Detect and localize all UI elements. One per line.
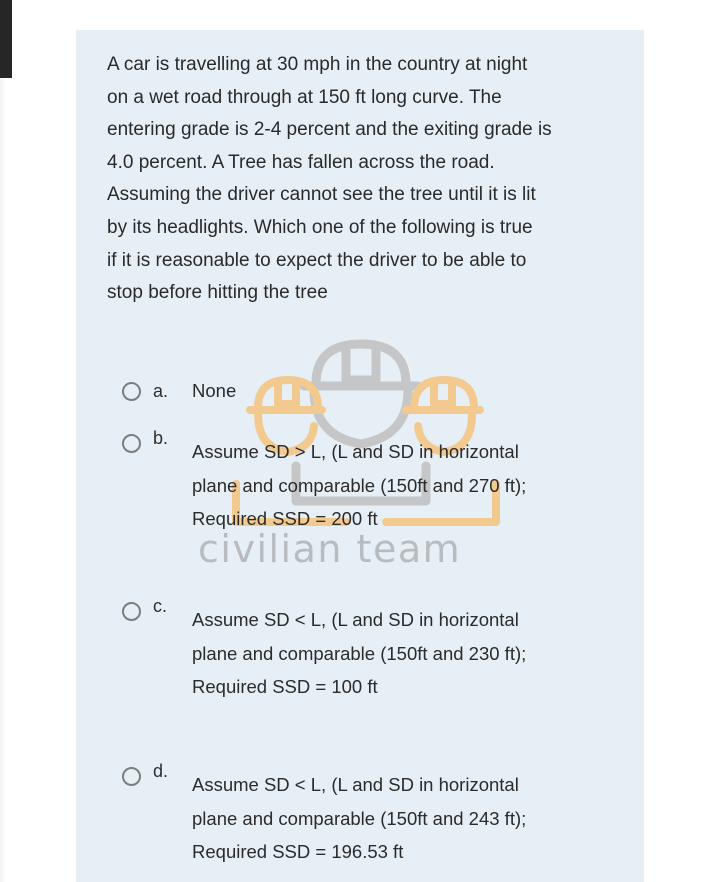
question-line: stop before hitting the tree — [107, 282, 328, 304]
option-text — [192, 435, 526, 536]
question-line: by its headlights. Which one of the following is true — [107, 216, 533, 238]
watermark-text: civilian team — [198, 527, 462, 571]
option-line: plane and comparable (150ft and 243 ft); — [192, 807, 527, 829]
radio-button[interactable] — [122, 434, 141, 453]
option-line: Required SSD = 196.53 ft — [192, 841, 404, 862]
radio-button[interactable] — [122, 382, 141, 401]
option-text — [192, 768, 526, 869]
question-line: Assuming the driver cannot see the tree until it is lit — [107, 184, 536, 206]
option-letter: c. — [153, 596, 168, 616]
option-line: None — [192, 380, 237, 401]
screen-edge-dark — [0, 0, 12, 78]
question-line: on a wet road through at 150 ft long curve. The — [107, 86, 502, 108]
option-letter: a. — [153, 381, 169, 401]
option-text — [192, 603, 526, 704]
radio-button[interactable] — [122, 602, 141, 621]
option-line: plane and comparable (150ft and 270 ft); — [192, 474, 527, 496]
screen-edge — [0, 0, 6, 882]
option-text — [192, 374, 236, 408]
question-text — [107, 49, 617, 310]
question-line: entering grade is 2-4 percent and the exiting grade is — [107, 119, 552, 141]
option-letter: d. — [153, 761, 169, 781]
question-line: A car is travelling at 30 mph in the country at night — [107, 54, 528, 75]
option-line: Assume SD > L, (L and SD in horizontal — [192, 441, 519, 462]
option-line: Assume SD < L, (L and SD in horizontal — [192, 774, 519, 795]
option-line: Required SSD = 200 ft — [192, 508, 378, 529]
question-line: 4.0 percent. A Tree has fallen across the road. — [107, 151, 495, 173]
radio-button[interactable] — [122, 767, 141, 786]
option-line: Required SSD = 100 ft — [192, 676, 378, 697]
question-line: if it is reasonable to expect the driver to be able to — [107, 249, 527, 271]
option-line: Assume SD < L, (L and SD in horizontal — [192, 609, 519, 630]
option-letter: b. — [153, 428, 169, 448]
option-line: plane and comparable (150ft and 230 ft); — [192, 642, 527, 664]
